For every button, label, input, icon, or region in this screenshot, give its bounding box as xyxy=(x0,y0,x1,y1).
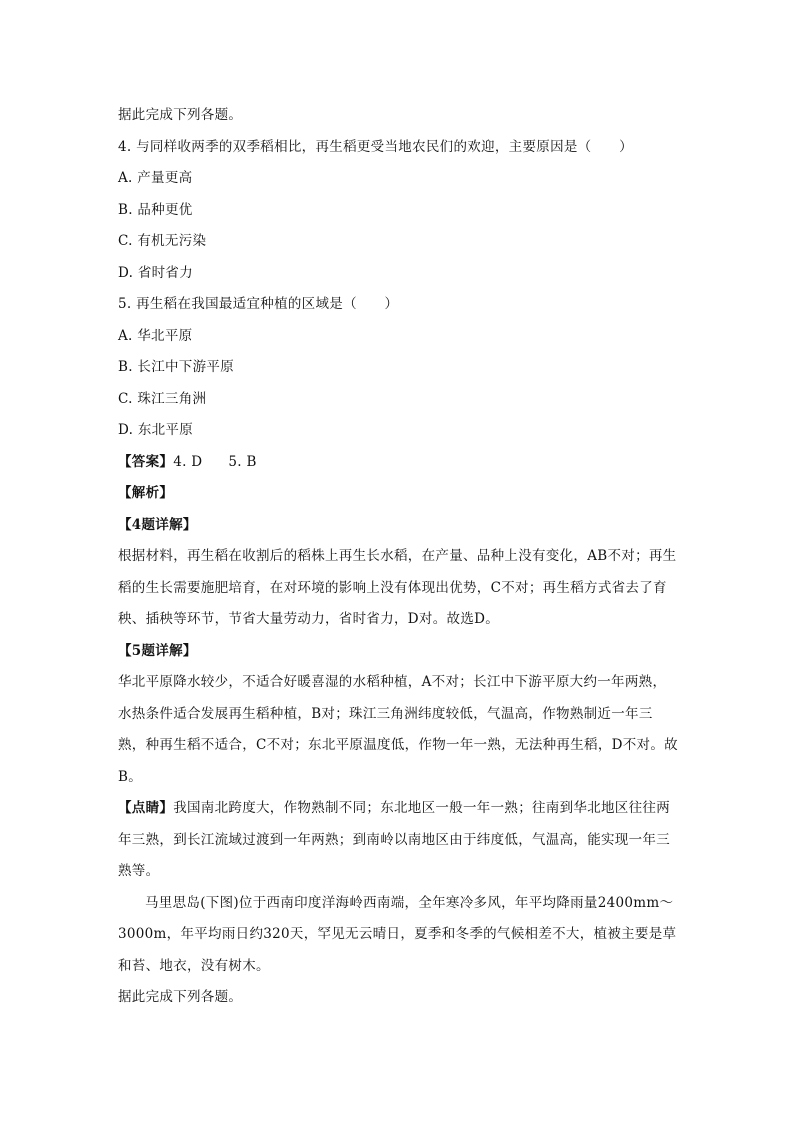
question-5-option-b: B. 长江中下游平原 xyxy=(118,359,235,375)
detail-4-text: 根据材料，再生稻在收割后的稻株上再生长水稻，在产量、品种上没有变化，AB不对；再生稻的生长需要施肥培育，在对环境的影响上没有体现出优势，C不对；再生稻方式省去了育秧、插秧等环节，节省大量劳动力，省时省力，D对。故选D。 xyxy=(118,548,677,627)
detail-4-label: 【4题详解】 xyxy=(118,516,197,533)
tip-text: 我国南北跨度大，作物熟制不同；东北地区一般一年一熟；往南到华北地区往往两年三熟，到长江流域过渡到一年两熟；到南岭以南地区由于纬度低，气温高，能实现一年三熟等。 xyxy=(118,800,671,879)
question-4-option-a: A. 产量更高 xyxy=(118,170,193,186)
answer-line xyxy=(118,447,678,479)
answer-q5: 5. B xyxy=(228,453,257,470)
question-4-option-c: C. 有机无污染 xyxy=(118,233,207,249)
passage-text: 马里思岛(下图)位于西南印度洋海岭西南端，全年寒冷多风，年平均降雨量2400mm～3000m，年平均雨日约320天，罕见无云晴日，夏季和冬季的气候相差不大，植被主要是草和苔、地衣，没有树木。 xyxy=(118,894,677,974)
answer-label: 【答案】 xyxy=(118,453,174,470)
document-page xyxy=(118,100,678,1014)
detail-5-text: 华北平原降水较少，不适合好暖喜湿的水稻种植，A不对；长江中下游平原大约一年两熟，水热条件适合发展再生稻种植，B对；珠江三角洲纬度较低，气温高，作物熟制近一年三熟，种再生稻不适合，C不对；东北平原温度低，作物一年一熟，无法种再生稻，D不对。故B。 xyxy=(118,674,678,785)
question-5-option-d: D. 东北平原 xyxy=(118,422,194,438)
question-4-option-b: B. 品种更优 xyxy=(118,201,193,218)
question-5-stem: 5. 再生稻在我国最适宜种植的区域是（ ） xyxy=(118,296,399,312)
question-5-option-c: C. 珠江三角洲 xyxy=(118,390,207,407)
detail-5-label: 【5题详解】 xyxy=(118,642,197,659)
question-4-stem: 4. 与同样收两季的双季稻相比，再生稻更受当地农民们的欢迎，主要原因是（ ） xyxy=(118,138,633,155)
question-4-option-d: D. 省时省力 xyxy=(118,264,194,281)
answer-q4: 4. D xyxy=(173,453,203,470)
question-5-option-a: A. 华北平原 xyxy=(118,327,193,344)
tip-label: 【点睛】 xyxy=(118,800,174,816)
instruction-text: 据此完成下列各题。 xyxy=(118,107,243,123)
analysis-label: 【解析】 xyxy=(118,485,174,501)
instruction-text-2: 据此完成下列各题。 xyxy=(118,989,243,1005)
tip-paragraph xyxy=(118,793,678,888)
